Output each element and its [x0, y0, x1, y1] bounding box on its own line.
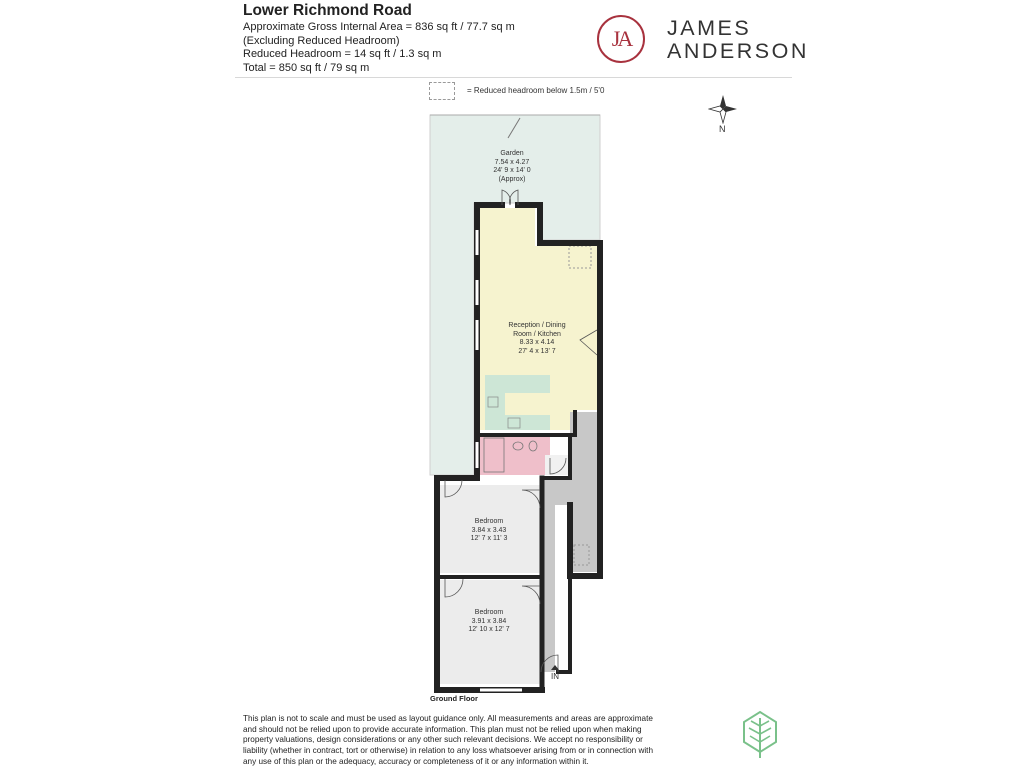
- area-line-total: Total = 850 sq ft / 79 sq m: [243, 61, 370, 74]
- tree-leaf-icon: [741, 710, 779, 760]
- entrance-label: IN: [551, 672, 559, 681]
- bedroom-1-label: [471, 518, 508, 544]
- brand-name-line1: JAMES: [667, 16, 752, 40]
- disclaimer: [243, 714, 673, 768]
- compass-north-label: N: [719, 124, 726, 134]
- wall-hallway-right: [558, 505, 570, 672]
- reception-label: [508, 322, 565, 356]
- bedroom-1-imperial: 12' 7 x 11' 3: [470, 535, 508, 542]
- area-line-gross: Approximate Gross Internal Area = 836 sq ft / 77.7 sq m: [243, 21, 515, 33]
- reception-name-1: Reception / Dining: [508, 322, 566, 329]
- area-line-excluding: (Excluding Reduced Headroom): [243, 34, 400, 47]
- garden-name: Garden: [500, 150, 524, 157]
- disclaimer-line: This plan is not to scale and must be used as layout guidance only. All measurements and areas are approximate: [243, 714, 653, 723]
- bathroom-floor: [480, 435, 550, 475]
- bedroom-1-name: Bedroom: [474, 518, 504, 525]
- bedroom-2-name: Bedroom: [474, 609, 504, 616]
- reception-metric: 8.33 x 4.14: [519, 339, 555, 346]
- reception-name-2: Room / Kitchen: [513, 330, 561, 338]
- garden-approx: (Approx): [498, 175, 526, 183]
- garden-imperial: 24' 9 x 14' 0: [493, 167, 531, 174]
- garden-metric: 7.54 x 4.27: [494, 158, 530, 166]
- bedroom-2-metric: 3.91 x 3.84: [471, 617, 507, 625]
- bedroom-2-imperial: 12' 10 x 12' 7: [468, 626, 510, 633]
- disclaimer-line: any use of this plan or the adequacy, accuracy or completeness of it or any information within it.: [243, 756, 589, 766]
- brand-monogram: JA: [611, 26, 631, 51]
- bedroom-1-metric: 3.84 x 3.43: [471, 526, 507, 534]
- property-title: Lower Richmond Road: [243, 2, 412, 19]
- disclaimer-line: and should not be relied upon to provide accurate information. This plan must not be relied upon when making: [243, 724, 642, 734]
- area-line-reduced: Reduced Headroom = 14 sq ft / 1.3 sq m: [243, 48, 442, 61]
- floor-label: Ground Floor: [430, 694, 478, 703]
- reduced-headroom-key-text: = Reduced headroom below 1.5m / 5'0: [467, 86, 605, 95]
- disclaimer-line: liability (whether in contract, tort or otherwise) in relation to any loss whatsoever arising from or in connection with: [243, 746, 654, 756]
- bedroom-2-label: [468, 609, 509, 635]
- disclaimer-line: property valuations, design considerations or any other such relevant decisions. We accept no responsibility or: [243, 735, 643, 745]
- brand-name-line2: ANDERSON: [667, 39, 809, 63]
- kitchen-island: [485, 375, 550, 393]
- reception-imperial: 27' 4 x 13' 7: [518, 347, 556, 355]
- garden-label: [493, 150, 530, 184]
